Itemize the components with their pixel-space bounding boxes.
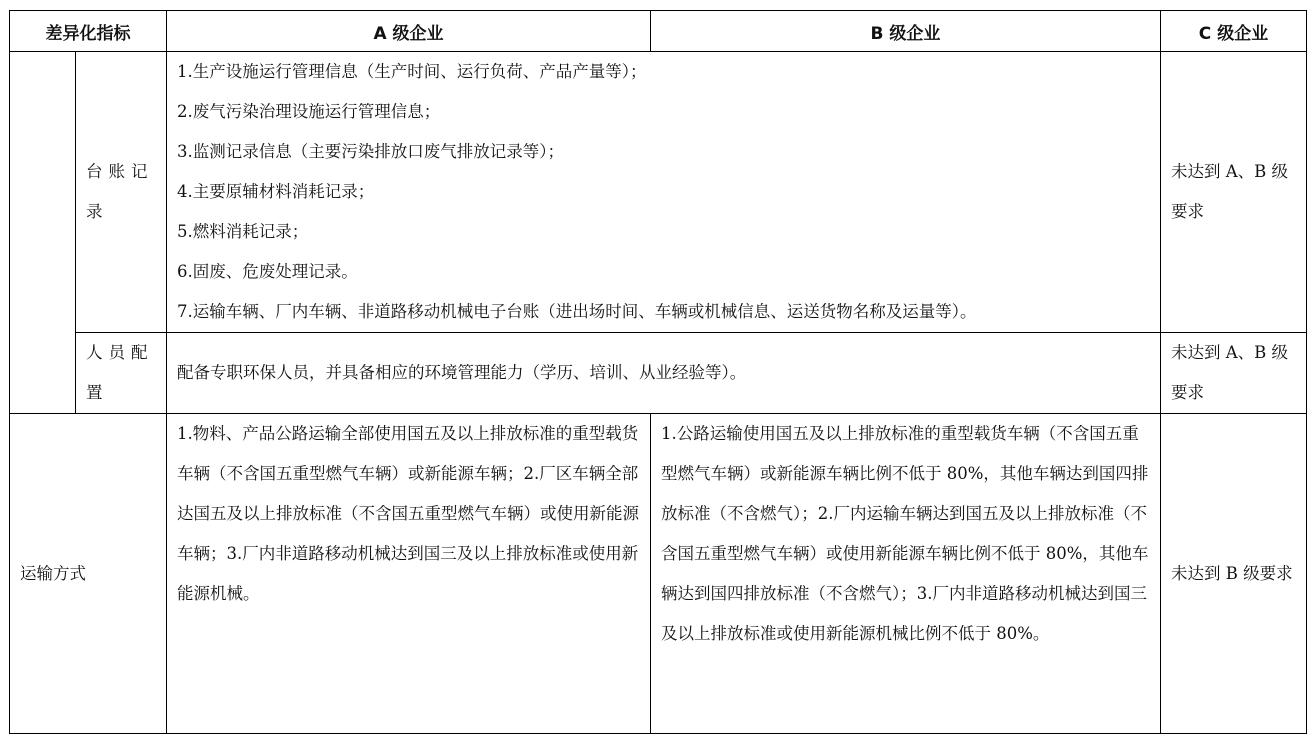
ledger-item: 2.废气污染治理设施运行管理信息；	[177, 102, 441, 121]
transport-c-cell	[1161, 414, 1307, 734]
header-grade-c: C 级企业	[1161, 11, 1307, 52]
ledger-label-cell	[76, 52, 167, 333]
ledger-c-cell	[1161, 52, 1307, 333]
ledger-c-requirement: 未达到 A、B 级要求	[1171, 162, 1289, 221]
staffing-c-requirement: 未达到 A、B 级要求	[1171, 343, 1289, 402]
transport-label-cell	[10, 414, 167, 734]
header-row	[10, 11, 1307, 52]
staffing-text: 配备专职环保人员，并具备相应的环境管理能力（学历、培训、从业经验等）。	[177, 363, 747, 382]
ledger-item: 6.固废、危废处理记录。	[177, 262, 358, 281]
differentiation-table	[9, 10, 1307, 734]
staffing-label-cell	[76, 333, 167, 414]
ledger-item: 7.运输车辆、厂内车辆、非道路移动机械电子台账（进出场时间、车辆或机械信息、运送货物名称及运量等）。	[177, 302, 977, 321]
transport-row	[10, 414, 1307, 734]
transport-a-text: 1.物料、产品公路运输全部使用国五及以上排放标准的重型载货车辆（不含国五重型燃气车辆）或新能源车辆；2.厂区车辆全部达国五及以上排放标准（不含国五重型燃气车辆）或使用新能源车辆；3.厂内非道路移动机械达到国三及以上排放标准或使用新能源机械。	[177, 424, 639, 603]
ledger-row	[10, 52, 1307, 333]
staffing-label: 人员配置	[86, 343, 154, 402]
ledger-item: 5.燃料消耗记录；	[177, 222, 309, 241]
ledger-list	[167, 52, 1160, 332]
header-grade-a: A 级企业	[167, 11, 651, 52]
header-indicator: 差异化指标	[10, 11, 167, 52]
ledger-item: 4.主要原辅材料消耗记录；	[177, 182, 375, 201]
ledger-item: 1.生产设施运行管理信息（生产时间、运行负荷、产品产量等）；	[177, 62, 647, 81]
staffing-c-cell	[1161, 333, 1307, 414]
transport-b-text: 1.公路运输使用国五及以上排放标准的重型载货车辆（不含国五重型燃气车辆）或新能源车辆比例不低于 80%，其他车辆达到国四排放标准（不含燃气）；2.厂内运输车辆达到国五及以上排放标准（不含国五重型燃气车辆）或使用新能源车辆比例不低于 80%，其他车辆达到国四排放标准（不含燃气）；3.厂内非道路移动机械达到国三及以上排放标准或使用新能源机械比例不低于 80%。	[661, 424, 1149, 643]
indicator-group-cell	[10, 52, 76, 414]
staffing-content-cell	[167, 333, 1161, 414]
transport-label: 运输方式	[20, 563, 86, 583]
ledger-item: 3.监测记录信息（主要污染排放口废气排放记录等）；	[177, 142, 564, 161]
transport-c-requirement: 未达到 B 级要求	[1171, 563, 1293, 583]
header-grade-b: B 级企业	[651, 11, 1161, 52]
ledger-content-cell	[167, 52, 1161, 333]
transport-a-cell	[167, 414, 651, 734]
transport-b-cell	[651, 414, 1161, 734]
staffing-row	[10, 333, 1307, 414]
ledger-label: 台账记录	[86, 162, 154, 221]
